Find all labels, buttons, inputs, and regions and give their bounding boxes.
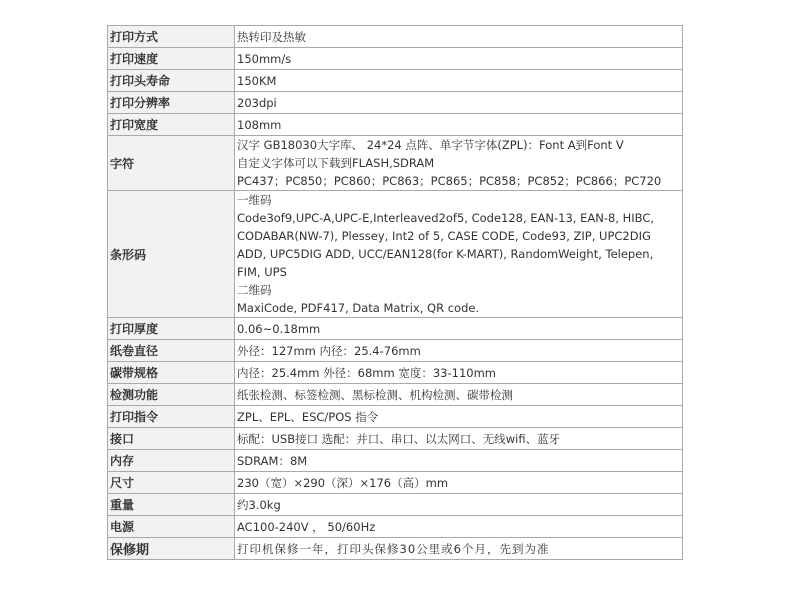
spec-value-line: FIM, UPS — [237, 265, 287, 279]
table-row — [108, 114, 683, 136]
spec-value-line: Code3of9,UPC-A,UPC-E,Interleaved2of5, Code128, EAN-13, EAN-8, HIBC, — [237, 211, 655, 225]
spec-value — [235, 70, 683, 92]
spec-label: 打印宽度 — [108, 114, 235, 136]
spec-label: 尺寸 — [108, 472, 235, 494]
spec-label: 打印厚度 — [108, 318, 235, 340]
spec-label: 打印速度 — [108, 48, 235, 70]
table-row — [108, 516, 683, 538]
spec-value-line: 约3.0kg — [237, 497, 281, 512]
spec-value-line: CODABAR(NW-7), Plessey, Int2 of 5, CASE CODE, Code93, ZIP, UPC2DIG — [237, 229, 651, 243]
spec-value — [235, 472, 683, 494]
table-row — [108, 70, 683, 92]
spec-value-line: 汉字 GB18030大字库、 24*24 点阵、单字节字体(ZPL)：Font A到Font V — [237, 138, 624, 152]
spec-value — [235, 406, 683, 428]
spec-value-line: AC100-240V ， 50/60Hz — [237, 519, 376, 534]
spec-label: 字符 — [108, 136, 235, 191]
table-row — [108, 384, 683, 406]
spec-value — [235, 114, 683, 136]
spec-value — [235, 191, 683, 318]
spec-value-line: ZPL、EPL、ESC/POS 指令 — [237, 409, 379, 424]
spec-label: 保修期 — [108, 538, 235, 560]
spec-value — [235, 516, 683, 538]
spec-label: 接口 — [108, 428, 235, 450]
spec-table — [107, 25, 683, 560]
spec-label: 打印分辨率 — [108, 92, 235, 114]
table-row — [108, 472, 683, 494]
spec-value-line: 0.06~0.18mm — [237, 321, 321, 336]
table-row — [108, 538, 683, 560]
table-row — [108, 428, 683, 450]
spec-value-line: 203dpi — [237, 95, 277, 110]
spec-value-line: 二维码 — [237, 283, 272, 297]
spec-value-line: MaxiCode, PDF417, Data Matrix, QR code. — [237, 301, 480, 315]
spec-value — [235, 494, 683, 516]
spec-value-line: 108mm — [237, 117, 282, 132]
spec-label: 电源 — [108, 516, 235, 538]
table-row — [108, 494, 683, 516]
spec-value-line: 内径：25.4mm 外径：68mm 宽度：33-110mm — [237, 365, 496, 380]
spec-value — [235, 48, 683, 70]
spec-label: 检测功能 — [108, 384, 235, 406]
spec-value — [235, 318, 683, 340]
spec-value — [235, 26, 683, 48]
spec-value-line: 一维码 — [237, 193, 272, 207]
spec-label: 条形码 — [108, 191, 235, 318]
spec-value — [235, 136, 683, 191]
table-row — [108, 450, 683, 472]
spec-label: 打印头寿命 — [108, 70, 235, 92]
spec-value-line: 标配：USB接口 选配：并口、串口、以太网口、无线wifi、蓝牙 — [237, 431, 561, 446]
table-row — [108, 318, 683, 340]
spec-value — [235, 450, 683, 472]
spec-value — [235, 384, 683, 406]
spec-value-line: 纸张检测、标签检测、黑标检测、机构检测、碳带检测 — [237, 387, 513, 402]
spec-label: 打印方式 — [108, 26, 235, 48]
spec-value-line: 150mm/s — [237, 51, 292, 66]
spec-label: 打印指令 — [108, 406, 235, 428]
spec-value — [235, 538, 683, 560]
spec-label: 纸卷直径 — [108, 340, 235, 362]
table-row — [108, 406, 683, 428]
table-row — [108, 340, 683, 362]
table-row — [108, 191, 683, 318]
spec-value-line: 自定义字体可以下载到FLASH,SDRAM — [237, 156, 435, 170]
table-row — [108, 26, 683, 48]
spec-value-line: 打印机保修一年，打印头保修30公里或6个月，先到为准 — [237, 541, 550, 556]
spec-label: 内存 — [108, 450, 235, 472]
table-row — [108, 362, 683, 384]
spec-value-line: 热转印及热敏 — [237, 29, 306, 44]
table-row — [108, 92, 683, 114]
spec-value-line: 150KM — [237, 73, 277, 88]
spec-value — [235, 92, 683, 114]
spec-label: 碳带规格 — [108, 362, 235, 384]
table-row — [108, 48, 683, 70]
spec-value — [235, 340, 683, 362]
spec-value-line: SDRAM：8M — [237, 453, 308, 468]
spec-value — [235, 428, 683, 450]
spec-value-line: 230（宽）×290（深）×176（高）mm — [237, 475, 449, 490]
table-row — [108, 136, 683, 191]
spec-label: 重量 — [108, 494, 235, 516]
spec-value-line: ADD, UPC5DIG ADD, UCC/EAN128(for K-MART), RandomWeight, Telepen, — [237, 247, 654, 261]
spec-value-line: PC437；PC850；PC860；PC863；PC865；PC858；PC852；PC866；PC720 — [237, 174, 662, 188]
spec-value — [235, 362, 683, 384]
spec-value-line: 外径：127mm 内径：25.4-76mm — [237, 343, 421, 358]
